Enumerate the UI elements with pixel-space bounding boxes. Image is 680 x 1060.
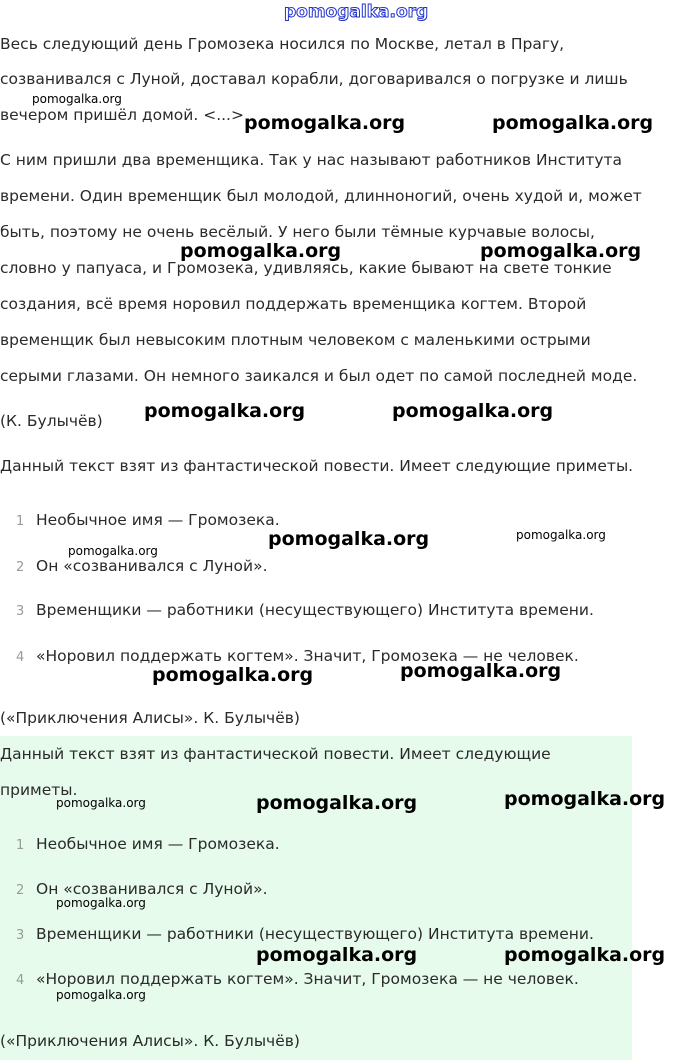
excerpt-line: серыми глазами. Он немного заикался и был одет по самой последней моде. xyxy=(0,367,638,385)
answer-source: («Приключения Алисы». К. Булычёв) xyxy=(0,1032,300,1050)
list-number: 3 xyxy=(16,928,25,943)
list-number: 1 xyxy=(16,514,25,529)
list-number: 4 xyxy=(16,973,25,988)
watermark: pomogalka.org xyxy=(268,528,430,550)
watermark: pomogalka.org xyxy=(504,944,666,966)
watermark-small: pomogalka.org xyxy=(68,544,158,558)
list-item: Необычное имя — Громозека. xyxy=(36,511,280,529)
list-item: Необычное имя — Громозека. xyxy=(36,835,280,853)
excerpt-author: (К. Булычёв) xyxy=(0,412,103,430)
excerpt-line: создания, всё время норовил поддержать временщика когтем. Второй xyxy=(0,295,587,313)
watermark: pomogalka.org xyxy=(256,792,418,814)
watermark: pomogalka.org xyxy=(256,944,418,966)
list-item: Временщики — работники (несуществующего) Института времени. xyxy=(36,925,594,943)
list-item: Он «созванивался с Луной». xyxy=(36,880,268,898)
list-number: 4 xyxy=(16,650,25,665)
excerpt-line: быть, поэтому не очень весёлый. У него были тёмные курчавые волосы, xyxy=(0,223,595,241)
watermark: pomogalka.org xyxy=(492,112,654,134)
answer-intro-line: Данный текст взят из фантастической повести. Имеет следующие xyxy=(0,745,551,763)
answer-intro-line: приметы. xyxy=(0,781,78,799)
list-item: Временщики — работники (несуществующего) Института времени. xyxy=(36,601,594,619)
watermark: pomogalka.org xyxy=(244,112,406,134)
list-number: 2 xyxy=(16,883,25,898)
excerpt-line: Весь следующий день Громозека носился по Москве, летал в Прагу, xyxy=(0,35,565,53)
watermark-small: pomogalka.org xyxy=(56,988,146,1002)
watermark: pomogalka.org xyxy=(504,788,666,810)
watermark: pomogalka.org xyxy=(400,660,562,682)
excerpt-line: созванивался с Луной, доставал корабли, договаривался о погрузке и лишь xyxy=(0,70,628,88)
answer-intro: Данный текст взят из фантастической повести. Имеет следующие приметы. xyxy=(0,457,634,475)
excerpt-line: вечером пришёл домой. <...> xyxy=(0,106,244,124)
watermark: pomogalka.org xyxy=(144,400,306,422)
list-item: «Норовил поддержать когтем». Значит, Громозека — не человек. xyxy=(36,647,579,665)
list-number: 2 xyxy=(16,560,25,575)
excerpt-line: времени. Один временщик был молодой, длинноногий, очень худой и, может xyxy=(0,187,642,205)
watermark-small: pomogalka.org xyxy=(56,896,146,910)
excerpt-line: словно у папуаса, и Громозека, удивляясь, какие бывают на свете тонкие xyxy=(0,259,612,277)
watermark-top: pomogalka.org xyxy=(284,2,429,22)
excerpt-line: временщик был невысоким плотным человеком с маленькими острыми xyxy=(0,331,591,349)
list-number: 3 xyxy=(16,604,25,619)
excerpt-line: С ним пришли два временщика. Так у нас называют работников Института xyxy=(0,151,623,169)
watermark-small: pomogalka.org xyxy=(56,796,146,810)
watermark-small: pomogalka.org xyxy=(516,528,606,542)
list-number: 1 xyxy=(16,838,25,853)
watermark-small: pomogalka.org xyxy=(32,92,122,106)
watermark: pomogalka.org xyxy=(180,240,342,262)
watermark: pomogalka.org xyxy=(152,664,314,686)
watermark: pomogalka.org xyxy=(392,400,554,422)
list-item: Он «созванивался с Луной». xyxy=(36,557,268,575)
list-item: «Норовил поддержать когтем». Значит, Громозека — не человек. xyxy=(36,970,579,988)
answer-source: («Приключения Алисы». К. Булычёв) xyxy=(0,709,300,727)
watermark: pomogalka.org xyxy=(480,240,642,262)
